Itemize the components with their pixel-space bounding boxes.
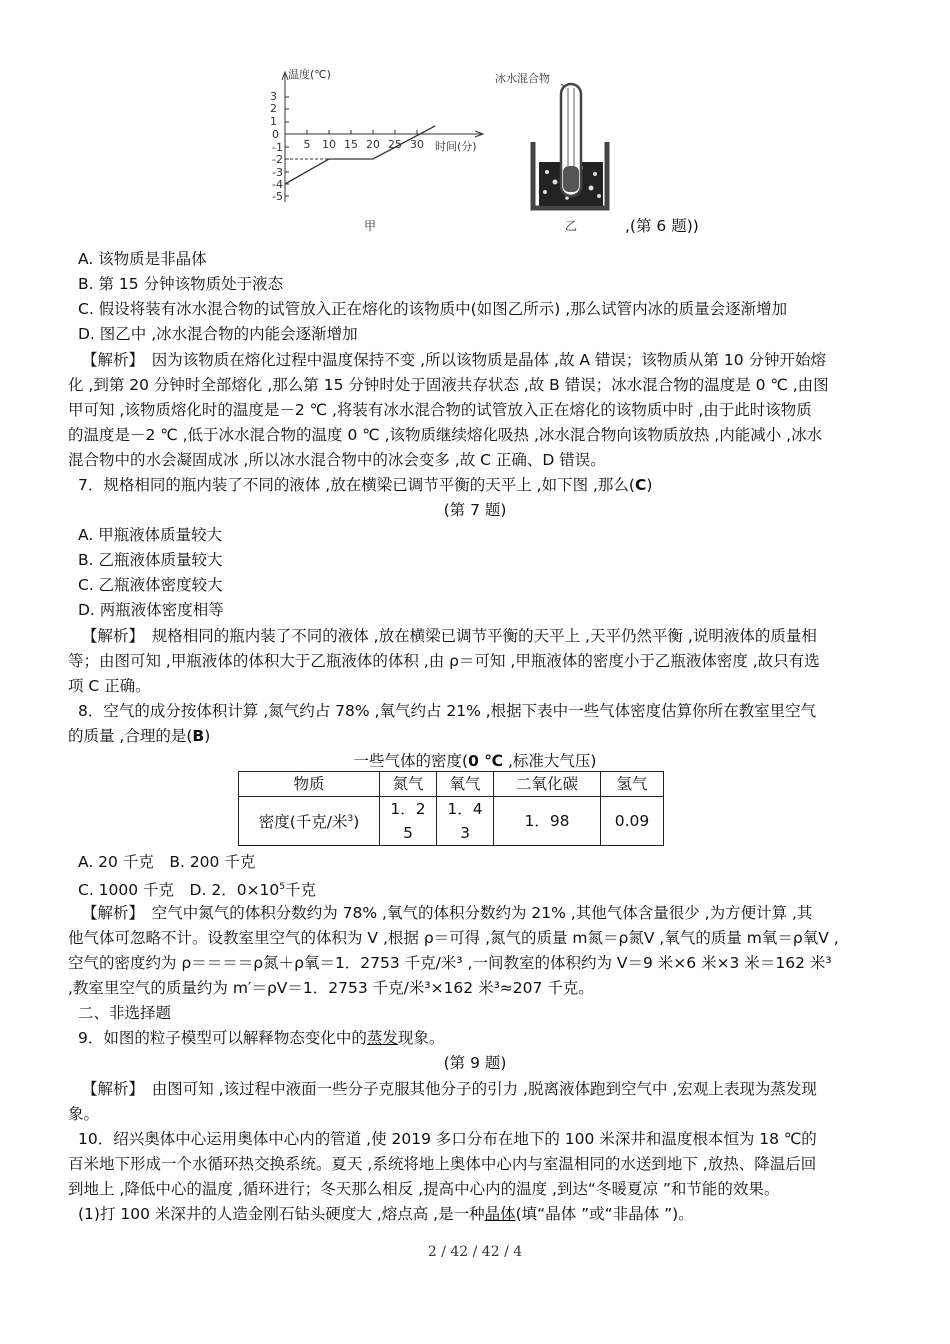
graph-labels: [270, 67, 477, 233]
table-header-cell: 氮气: [380, 772, 437, 797]
q8-table-title: 一些气体的密度(0 ℃ ,标准大气压): [353, 752, 597, 770]
q6-analysis-line: 混合物中的水会凝固成冰 ,所以冰水混合物中的冰会变多 ,故 C 正确、D 错误。: [68, 451, 606, 469]
q6-analysis-line: 【解析】 因为该物质在熔化过程中温度保持不变 ,所以该物质是晶体 ,故 A 错误；该物质从第 10 分钟开始熔: [82, 351, 826, 369]
q7-analysis-line: 等；由图可知 ,甲瓶液体的体积大于乙瓶液体的体积 ,由 ρ＝可知 ,甲瓶液体的密度小于乙瓶液体密度 ,故只有选: [68, 652, 820, 670]
q10-sub1: (1)打 100 米深井的人造金刚石钻头硬度大 ,熔点高 ,是一种晶体(填“晶体 ”或“非晶体 ”)。: [78, 1205, 694, 1223]
y-tick-label: -2: [272, 153, 283, 166]
q8-stem-line2: 的质量 ,合理的是(B): [68, 727, 211, 745]
q6-option-b: B. 第 15 分钟该物质处于液态: [78, 275, 284, 293]
q9-analysis-line: 象。: [68, 1105, 100, 1123]
beaker-illustration: [495, 71, 607, 233]
q7-analysis-line: 项 C 正确。: [68, 677, 151, 695]
y-tick-label: 2: [270, 102, 277, 115]
q6-analysis-line: 化 ,到第 20 分钟时全部熔化 ,那么第 15 分钟时处于固液共存状态 ,故 B 错误；冰水混合物的温度是 0 ℃ ,由图: [68, 376, 829, 394]
q6-option-c: C. 假设将装有冰水混合物的试管放入正在熔化的该物质中(如图乙所示) ,那么试管内冰的质量会逐渐增加: [78, 300, 788, 318]
q7-option-a: A. 甲瓶液体质量较大: [78, 526, 223, 544]
table-cell-n2: 1．2 5: [380, 797, 437, 846]
figure-6-caption: ,(第 6 题)): [625, 217, 699, 235]
y-axis-label: 温度(℃): [288, 68, 331, 81]
y-tick-label: 3: [270, 90, 277, 103]
table-header-cell: 氢气: [601, 772, 664, 797]
page-footer: 2 / 42 / 42 / 4: [427, 1244, 523, 1260]
q10-sub1-answer: 晶体: [484, 1205, 516, 1223]
q6-option-a: A. 该物质是非晶体: [78, 250, 207, 268]
q9-stem: 9．如图的粒子模型可以解释物态变化中的蒸发现象。: [78, 1029, 445, 1047]
q10-line: 到地上 ,降低中心的温度 ,循环进行；冬天那么相反 ,提高中心内的温度 ,到达“冬暖夏凉 ”和节能的效果。: [68, 1180, 780, 1198]
label-jia: 甲: [363, 219, 377, 233]
q7-option-d: D. 两瓶液体密度相等: [78, 601, 224, 619]
y-tick-label: -5: [272, 190, 283, 203]
q6-option-d: D. 图乙中 ,冰水混合物的内能会逐渐增加: [78, 325, 358, 343]
q8-answer: B: [192, 727, 205, 745]
table-header-cell: 物质: [239, 772, 380, 797]
section-heading: 二、非选择题: [78, 1004, 172, 1022]
q8-analysis-line: 他气体可忽略不计。设教室里空气的体积为 V ,根据 ρ＝可得 ,氮气的质量 m氮＝ρ氮V ,氧气的质量 m氧＝ρ氧V ,: [68, 929, 839, 947]
q7-option-c: C. 乙瓶液体密度较大: [78, 576, 223, 594]
q8-options-ab: A. 20 千克 B. 200 千克: [78, 853, 256, 871]
y-tick-label: 0: [272, 128, 279, 141]
table-cell-co2: 1．98: [494, 797, 601, 846]
q7-stem: 7．规格相同的瓶内装了不同的液体 ,放在横梁已调节平衡的天平上 ,如下图 ,那么(C): [78, 476, 653, 494]
q6-analysis-line: 的温度是－2 ℃ ,低于冰水混合物的温度 0 ℃ ,该物质继续熔化吸热 ,冰水混合物向该物质放热 ,内能减小 ,冰水: [68, 426, 823, 444]
q7-option-b: B. 乙瓶液体质量较大: [78, 551, 223, 569]
melting-curve: [285, 126, 435, 184]
temperature-time-graph: [282, 72, 483, 202]
x-tick-label: 30: [410, 138, 424, 151]
q9-analysis-line: 【解析】 由图可知 ,该过程中液面一些分子克服其他分子的引力 ,脱离液体跑到空气中 ,宏观上表现为蒸发现: [82, 1080, 817, 1098]
q8-analysis-line: ,教室里空气的质量约为 m′＝ρV＝1．2753 千克/米³×162 米³≈207 千克。: [68, 979, 594, 997]
y-tick-label: -1: [272, 141, 283, 154]
q6-analysis-line: 甲可知 ,该物质熔化时的温度是－2 ℃ ,将装有冰水混合物的试管放入正在熔化的该物质中时 ,由于此时该物质: [68, 401, 812, 419]
x-tick-label: 10: [322, 138, 336, 151]
q8-options-cd: C. 1000 千克 D. 2．$0\times 10^5$千克: [78, 881, 317, 900]
q7-analysis-line: 【解析】 规格相同的瓶内装了不同的液体 ,放在横梁已调节平衡的天平上 ,天平仍然平衡 ,说明液体的质量相: [82, 627, 817, 645]
y-tick-label: -3: [272, 166, 283, 179]
table-row: [239, 797, 664, 846]
y-tick-label: -4: [272, 178, 283, 191]
q10-line: 百米地下形成一个水循环热交换系统。夏天 ,系统将地上奥体中心内与室温相同的水送到地下 ,放热、降温后回: [68, 1155, 817, 1173]
x-axis-label: 时间(分): [435, 140, 477, 153]
y-tick-label: 1: [270, 115, 277, 128]
table-header-row: [239, 772, 664, 797]
x-tick-label: 15: [344, 138, 358, 151]
table-header-cell: 氧气: [437, 772, 494, 797]
label-yi: 乙: [564, 219, 578, 233]
q8-analysis-line: 【解析】 空气中氮气的体积分数约为 78% ,氧气的体积分数约为 21% ,其他气体含量很少 ,为方便计算 ,其: [82, 904, 813, 922]
q8-stem-line1: 8．空气的成分按体积计算 ,氮气约占 78% ,氧气约占 21% ,根据下表中一些气体密度估算你所在教室里空气: [78, 702, 817, 720]
table-header-cell: 二氧化碳: [494, 772, 601, 797]
x-tick-label: 20: [366, 138, 380, 151]
q7-caption: (第 7 题): [443, 501, 507, 519]
table-cell-o2: 1．4 3: [437, 797, 494, 846]
figure-6: [255, 62, 635, 242]
table-row-label: 密度(千克/米$^3$): [239, 797, 380, 846]
x-tick-label: 25: [388, 138, 402, 151]
gas-density-table: [238, 771, 664, 846]
q7-answer: C: [634, 476, 647, 494]
table-cell-h2: 0.09: [601, 797, 664, 846]
q10-line: 10．绍兴奥体中心运用奥体中心内的管道 ,使 2019 多口分布在地下的 100 米深井和温度根本恒为 18 ℃的: [78, 1130, 817, 1148]
q9-answer: 蒸发: [366, 1029, 398, 1047]
q8-analysis-line: 空气的密度约为 ρ＝＝＝＝ρ氮＋ρ氧＝1．2753 千克/米³ ,一间教室的体积约为 V＝9 米×6 米×3 米＝162 米³: [68, 954, 832, 972]
x-tick-label: 5: [303, 138, 311, 151]
beaker-label: 冰水混合物: [495, 72, 550, 85]
q9-caption: (第 9 题): [443, 1054, 507, 1072]
